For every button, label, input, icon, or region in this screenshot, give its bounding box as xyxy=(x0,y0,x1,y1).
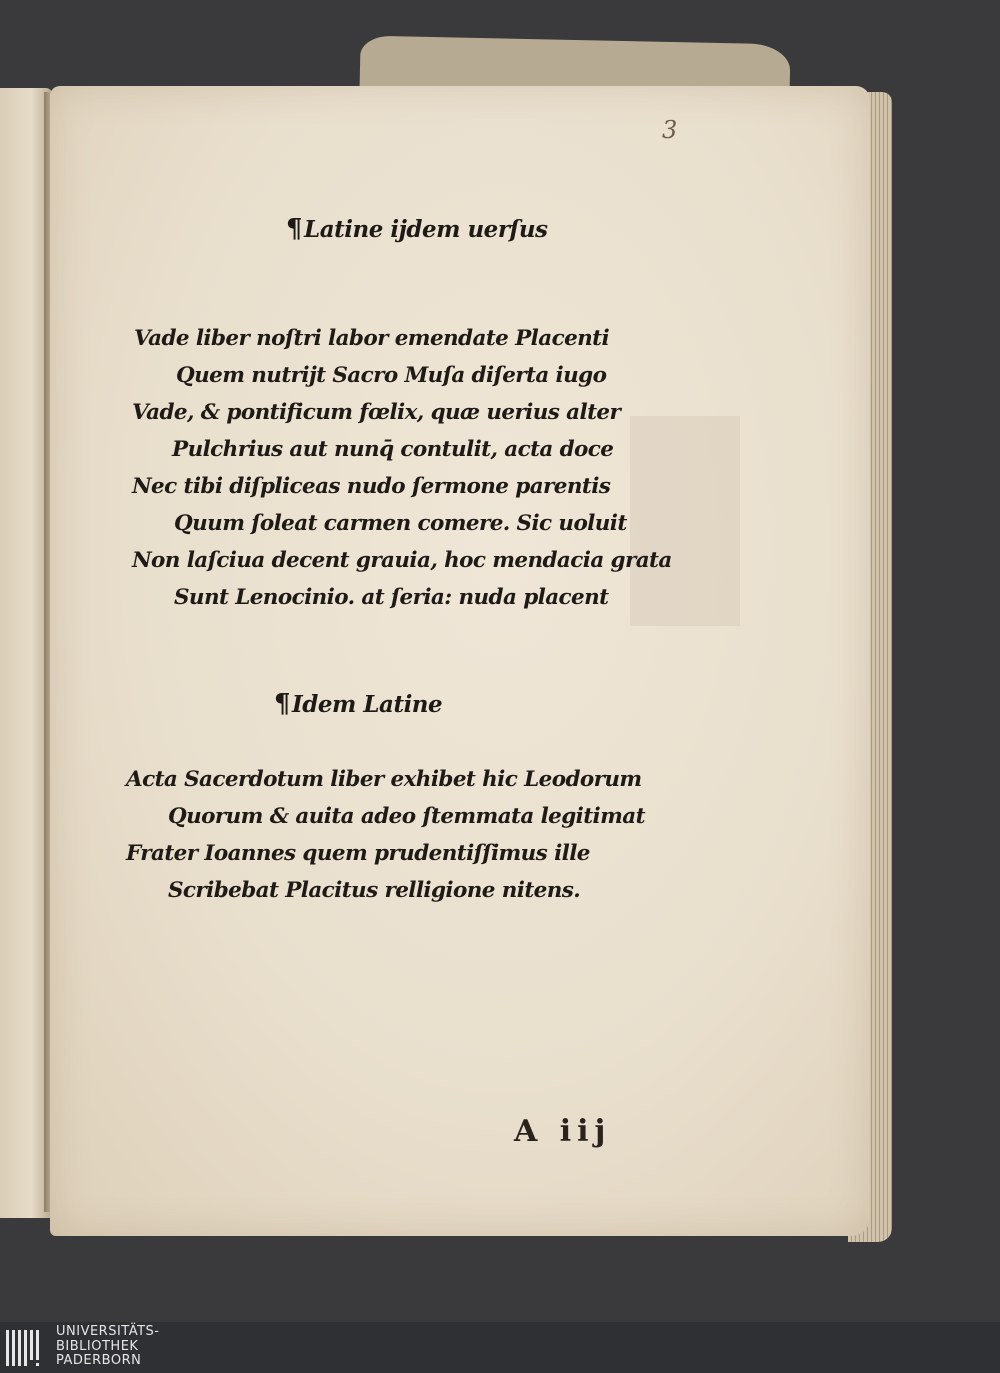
verse-line: Quum ſoleat carmen comere. Sic uoluit xyxy=(174,511,627,536)
logo-line: BIBLIOTHEK xyxy=(56,1338,139,1354)
verse-line: Scribebat Placitus relligione nitens. xyxy=(168,878,581,903)
verse-line: Quem nutrijt Sacro Muſa diſerta iugo xyxy=(176,363,607,388)
verse-line: Vade liber noſtri labor emendate Placenti xyxy=(134,326,610,351)
folio-number: 3 xyxy=(662,116,678,144)
section2-heading xyxy=(274,689,442,719)
logo-line: PADERBORN xyxy=(56,1353,142,1368)
book-page xyxy=(50,86,870,1236)
logo-line: UNIVERSITÄTS- xyxy=(56,1324,160,1339)
verse-line: Pulchrius aut nunq̄ contulit, acta doce xyxy=(172,437,614,462)
library-logo-icon xyxy=(6,1326,44,1370)
verse-line: Frater Ioannes quem prudentiſſimus ille xyxy=(126,841,590,866)
signature-mark: A iij xyxy=(514,1114,612,1149)
library-logo-text xyxy=(56,1325,160,1369)
verse-line: Vade, & pontificum fœlix, quæ uerius alter xyxy=(132,400,621,425)
section1-heading xyxy=(286,214,548,244)
pilcrow-icon: ¶ xyxy=(286,214,303,244)
section2-heading-text: Idem Latine xyxy=(292,691,443,718)
verse-line: Acta Sacerdotum liber exhibet hic Leodorum xyxy=(126,767,642,792)
verse-line: Quorum & auita adeo ſtemmata legitimat xyxy=(168,804,645,829)
verse-line: Non laſciua decent grauia, hoc mendacia grata xyxy=(132,548,672,573)
pilcrow-icon: ¶ xyxy=(274,689,291,719)
verse-line: Nec tibi diſpliceas nudo ſermone parentis xyxy=(132,474,611,499)
verse-line: Sunt Lenocinio. at ſeria: nuda placent xyxy=(174,585,609,610)
section1-heading-text: Latine ijdem uerſus xyxy=(304,216,548,243)
bleed-through-area xyxy=(630,416,740,626)
